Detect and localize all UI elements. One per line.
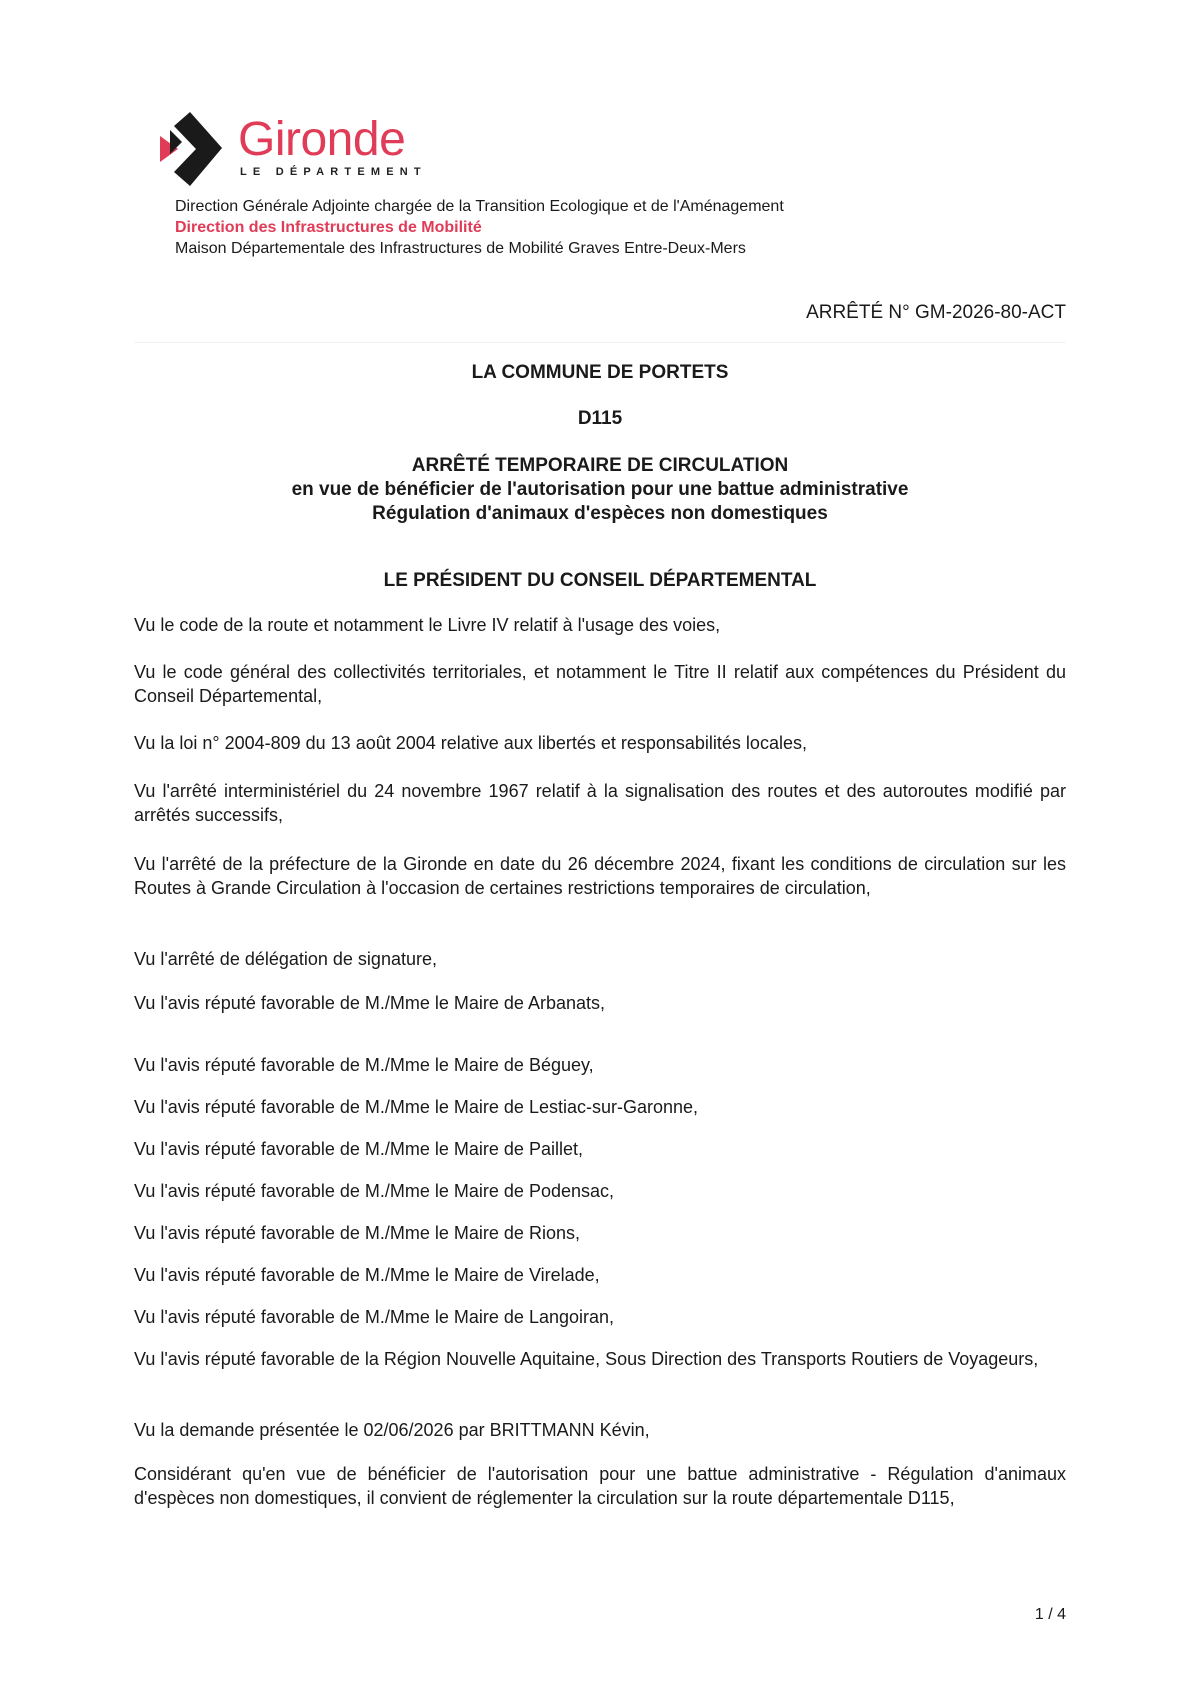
letterhead	[175, 196, 784, 259]
gironde-logo	[160, 112, 430, 182]
paragraph: Vu l'avis réputé favorable de M./Mme le Maire de Béguey,	[134, 1055, 594, 1075]
commune-heading: LA COMMUNE DE PORTETS	[471, 362, 729, 383]
paragraph: Vu le code de la route et notamment le Livre IV relatif à l'usage des voies,	[134, 615, 721, 635]
president-heading: LE PRÉSIDENT DU CONSEIL DÉPARTEMENTAL	[383, 570, 817, 591]
paragraph: Vu la demande présentée le 02/06/2026 par BRITTMANN Kévin,	[134, 1420, 650, 1440]
paragraph: Vu l'avis réputé favorable de M./Mme le Maire de Arbanats,	[134, 993, 605, 1013]
paragraph: Vu l'avis réputé favorable de M./Mme le Maire de Rions,	[134, 1223, 580, 1243]
paragraph: Vu l'arrêté de la préfecture de la Gironde en date du 26 décembre 2024, fixant les conditions de circulation sur les Routes à Grande Circulation à l'occasion de certaines restrictions temporaires de circulation,	[134, 854, 1066, 898]
paragraph: Considérant qu'en vue de bénéficier de l'autorisation pour une battue administrative - Régulation d'animaux d'espèces non domestiques, il convient de réglementer la circulation sur la route départementale D115,	[134, 1464, 1066, 1508]
paragraph: Vu le code général des collectivités territoriales, et notamment le Titre II relatif aux compétences du Président du Conseil Départemental,	[134, 662, 1066, 706]
paragraph: Vu l'avis réputé favorable de M./Mme le Maire de Paillet,	[134, 1139, 583, 1159]
paragraph: Vu l'arrêté de délégation de signature,	[134, 949, 437, 969]
logo-subtitle: LE DÉPARTEMENT	[240, 166, 427, 178]
page-number: 1 / 4	[1034, 1606, 1066, 1623]
letterhead-line-1: Direction Générale Adjointe chargée de la Transition Ecologique et de l'Aménagement	[175, 198, 784, 215]
letterhead-line-2: Direction des Infrastructures de Mobilité	[175, 219, 482, 236]
gironde-logo-mark-icon	[160, 112, 226, 186]
letterhead-line-3: Maison Départementale des Infrastructures de Mobilité Graves Entre-Deux-Mers	[175, 240, 746, 257]
paragraph: Vu l'avis réputé favorable de M./Mme le Maire de Lestiac-sur-Garonne,	[134, 1097, 699, 1117]
paragraph: Vu l'avis réputé favorable de M./Mme le Maire de Virelade,	[134, 1265, 600, 1285]
paragraph: Vu l'avis réputé favorable de la Région Nouvelle Aquitaine, Sous Direction des Transports Routiers de Voyageurs,	[134, 1349, 1039, 1369]
paragraph: Vu l'avis réputé favorable de M./Mme le Maire de Podensac,	[134, 1181, 615, 1201]
route-heading: D115	[577, 408, 623, 429]
paragraph: Vu la loi n° 2004-809 du 13 août 2004 relative aux libertés et responsabilités locales,	[134, 733, 807, 753]
arrete-number: ARRÊTÉ N° GM-2026-80-ACT	[806, 302, 1066, 323]
logo-wordmark: Gironde	[238, 113, 406, 166]
paragraph: Vu l'avis réputé favorable de M./Mme le Maire de Langoiran,	[134, 1307, 615, 1327]
arrete-title-line-3: Régulation d'animaux d'espèces non domestiques	[372, 503, 828, 524]
paragraph: Vu l'arrêté interministériel du 24 novembre 1967 relatif à la signalisation des routes et des autoroutes modifié par arrêtés successifs,	[134, 781, 1066, 825]
arrete-title-line-1: ARRÊTÉ TEMPORAIRE DE CIRCULATION	[411, 455, 789, 476]
divider	[134, 342, 1066, 343]
arrete-title-line-2: en vue de bénéficier de l'autorisation pour une battue administrative	[291, 479, 909, 500]
arrete-title	[134, 454, 1066, 526]
